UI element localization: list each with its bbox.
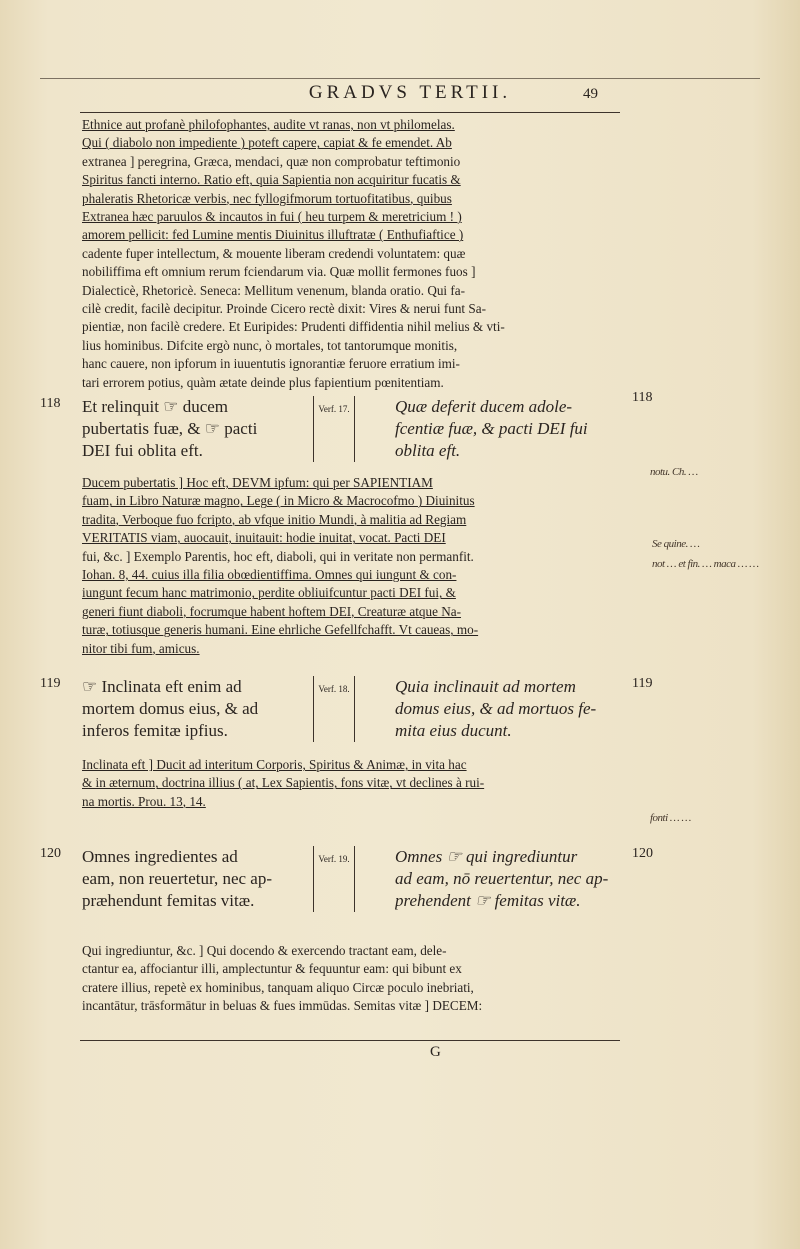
signature-mark: G (430, 1044, 441, 1060)
verse-line: Omnes ☞ qui ingrediuntur (395, 847, 578, 866)
verse-margin-number-left: 119 (40, 676, 61, 691)
commentary-paragraph-1 (82, 116, 622, 392)
commentary-paragraph-3 (82, 756, 622, 811)
text-line: iungunt fecum hanc matrimonio, perdite obliuifcuntur pacti DEI fui, & (82, 585, 456, 601)
commentary-paragraph-4 (82, 942, 622, 1016)
verse-line: præhendunt femitas vitæ. (82, 891, 255, 910)
verse-line: domus eius, & ad mortuos fe- (395, 699, 597, 718)
verse-19-vulgate (82, 846, 313, 912)
verse-17-block (82, 396, 622, 462)
text-line: turæ, totiusque generis humani. Eine ehrliche Gefellfchafft. Vt caueas, mo- (82, 622, 479, 638)
text-line: Iohan. 8, 44. cuius illa filia obœdientiffima. Omnes qui iungunt & con- (82, 567, 457, 583)
text-line: tari errorem potius, quàm ætate deinde plus fapientium pœnitentiam. (82, 374, 444, 390)
footer-rule (80, 1040, 620, 1041)
text-line: incantātur, trāsformātur in beluas & fues immūdas. Semitas vitæ ] DECEM: (82, 998, 483, 1014)
text-line: & in æternum, doctrina illius ( at, Lex Sapientis, fons vitæ, vt declines à rui- (82, 775, 485, 791)
verse-19-block (82, 846, 622, 912)
verse-17-vulgate (82, 396, 313, 462)
verse-18-block (82, 676, 622, 742)
text-line: generi fiunt diaboli, focrumque habent hoftem DEI, Creaturæ atque Na- (82, 603, 462, 619)
header-rule (80, 112, 620, 113)
verse-17-label: Verf. 17. (313, 396, 355, 462)
text-line: Qui ingrediuntur, &c. ] Qui docendo & exercendo tractant eam, dele- (82, 943, 447, 958)
handwritten-note: Se quine. … (652, 538, 700, 550)
text-line: cratere illius, repetè ex hominibus, tanquam aliquo Circæ poculo inebriati, (82, 979, 474, 995)
verse-margin-number-right: 120 (632, 846, 653, 861)
verse-line: inferos femitæ ipfius. (82, 721, 228, 740)
verse-margin-number-left: 120 (40, 846, 61, 861)
text-line: Ethnice aut profanè philofophantes, audite vt ranas, non vt philomelas. (82, 117, 455, 132)
text-line: fuam, in Libro Naturæ magno, Lege ( in Micro & Macrocofmo ) Diuinitus (82, 493, 475, 509)
verse-margin-number-left: 118 (40, 396, 61, 411)
verse-line: pubertatis fuæ, & ☞ pacti (82, 419, 258, 438)
text-line: Ducem pubertatis ] Hoc eft, DEVM ipfum: qui per SAPIENTIAM (82, 475, 433, 490)
text-line: ctantur ea, affociantur illi, amplectuntur & fequuntur eam: qui bibunt ex (82, 961, 462, 977)
verse-line: ☞ Inclinata eft enim ad (82, 677, 242, 696)
verse-18-vulgate (82, 676, 313, 742)
text-line: pientiæ, non facilè credere. Et Euripides: Prudenti diffidentia nihil melius & vti- (82, 319, 505, 335)
text-line: nitor tibi fum, amicus. (82, 640, 200, 656)
verse-line: fcentiæ fuæ, & pacti DEI fui (395, 419, 588, 438)
text-line: Extranea hæc paruulos & incautos in fui ( heu turpem & meretricium ! ) (82, 209, 462, 225)
running-head: GRADVS TERTII. (308, 82, 512, 103)
verse-19-label: Verf. 19. (313, 846, 355, 912)
verse-17-translation (355, 396, 622, 462)
verse-line: DEI fui oblita eft. (82, 441, 203, 460)
text-line: VERITATIS viam, auocauit, inuitauit: hodie inuitat, vocat. Pacti DEI (82, 530, 446, 546)
text-line: hanc cauere, non ipforum in iuuentutis ignorantiæ feruore erratium imi- (82, 356, 460, 372)
text-line: extranea ] peregrina, Græca, mendaci, quæ non comprobatur teftimonio (82, 153, 461, 169)
verse-line: ad eam, nō reuertentur, nec ap- (395, 869, 609, 888)
verse-line: Et relinquit ☞ ducem (82, 397, 229, 416)
text-line: Qui ( diabolo non impediente ) poteft capere, capiat & fe emendet. Ab (82, 135, 452, 151)
verse-line: Quæ deferit ducem adole- (395, 397, 573, 416)
text-line: Inclinata eft ] Ducit ad interitum Corporis, Spiritus & Animæ, in vita hac (82, 757, 467, 772)
verse-line: oblita eft. (395, 441, 461, 460)
verse-19-translation (355, 846, 622, 912)
commentary-paragraph-2 (82, 474, 622, 658)
text-line: phaleratis Rhetoricæ verbis, nec fyllogifmorum tortuofitatibus, quibus (82, 190, 452, 206)
text-line: cilè credit, facilè decipitur. Proinde Cicero rectè dixit: Vires & nerui funt Sa- (82, 301, 486, 317)
text-line: tradita, Verboque fuo fcripto, ab vfque initio Mundi, à malitia ad Regiam (82, 511, 467, 527)
text-line: lius hominibus. Difcite ergò nunc, ò mortales, tot tantorumque monitis, (82, 337, 458, 353)
verse-line: mita eius ducunt. (395, 721, 512, 740)
verse-line: Quia inclinauit ad mortem (395, 677, 576, 696)
verse-line: prehendent ☞ femitas vitæ. (395, 891, 581, 910)
verse-line: Omnes ingredientes ad (82, 847, 238, 866)
page-edge-line (40, 78, 760, 79)
verse-18-translation (355, 676, 622, 742)
text-line: fui, &c. ] Exemplo Parentis, hoc eft, diaboli, qui in veritate non permanfit. (82, 548, 474, 564)
handwritten-note: fonti … … (650, 812, 691, 824)
text-line: cadente fuper intellectum, & mouente liberam credendi voluntatem: quæ (82, 245, 466, 261)
handwritten-note: notu. Ch. … (650, 466, 698, 478)
text-line: Spiritus fancti interno. Ratio eft, quia Sapientia non acquiritur fucatis & (82, 172, 461, 188)
verse-18-label: Verf. 18. (313, 676, 355, 742)
page-number: 49 (583, 86, 598, 102)
verse-margin-number-right: 118 (632, 390, 653, 405)
handwritten-note: not … et fin. … maca … … (652, 558, 759, 570)
text-line: na mortis. Prou. 13, 14. (82, 793, 206, 809)
verse-line: mortem domus eius, & ad (82, 699, 259, 718)
text-line: amorem pellicit: fed Lumine mentis Diuinitus illuftratæ ( Enthufiaftice ) (82, 227, 464, 243)
text-line: Dialecticè, Rhetoricè. Seneca: Mellitum venenum, blanda oratio. Qui fa- (82, 282, 466, 298)
verse-margin-number-right: 119 (632, 676, 653, 691)
verse-line: eam, non reuertetur, nec ap- (82, 869, 272, 888)
text-line: nobiliffima eft omnium rerum fciendarum via. Quæ mollit fermones fuos ] (82, 264, 476, 280)
